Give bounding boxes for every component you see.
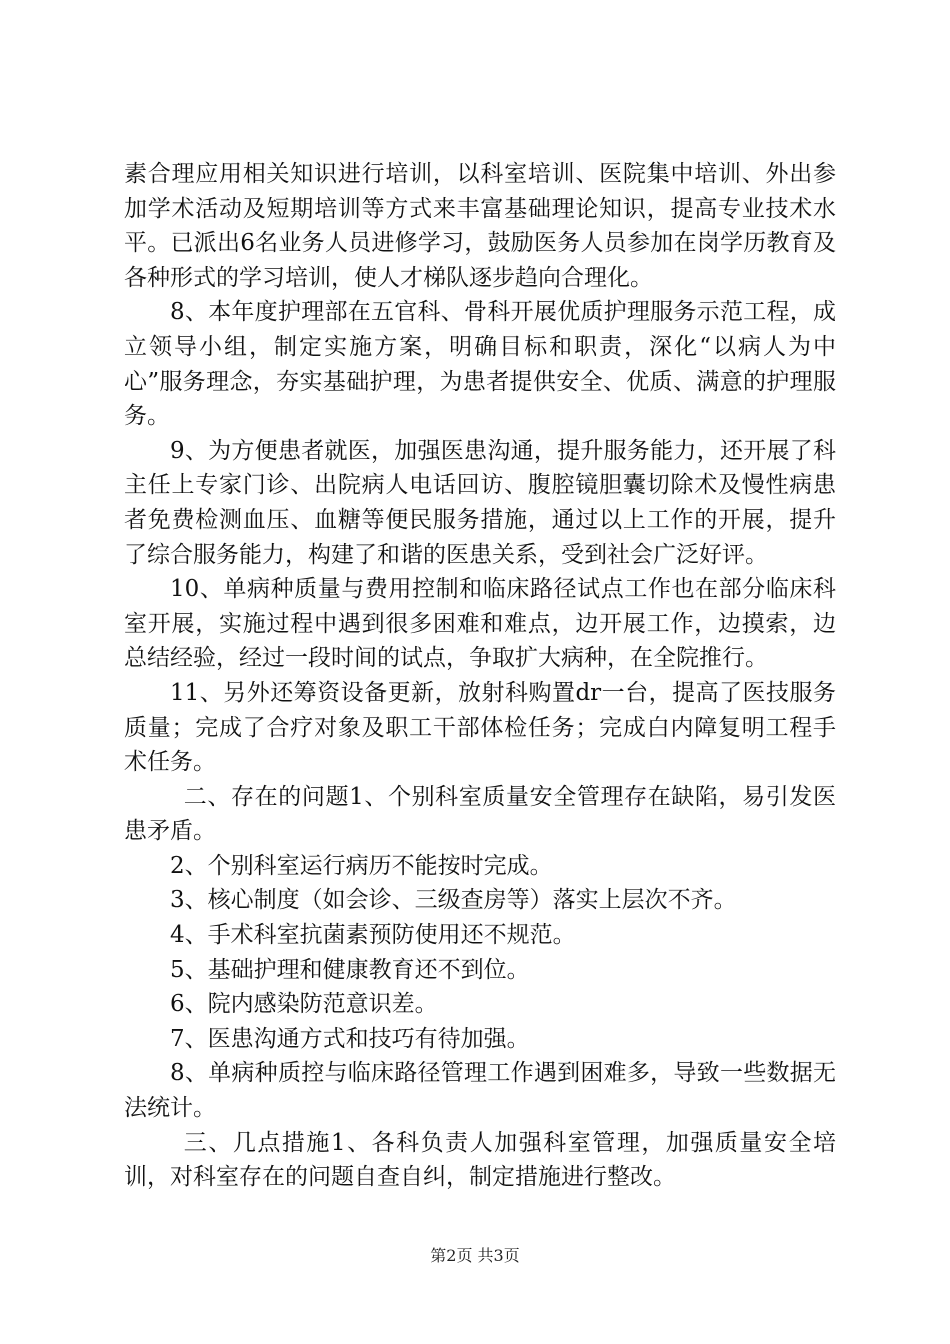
- page-number-footer: 第2页 共3页: [430, 1246, 520, 1265]
- paragraph-item-9: 9、为方便患者就医，加强医患沟通，提升服务能力，还开展了科主任上专家门诊、出院病人电话回访、腹腔镜胆囊切除术及慢性病患者免费检测血压、血糖等便民服务措施，通过以上工作的开展，提升了综合服务能力，构建了和谐的医患关系，受到社会广泛好评。: [124, 437, 836, 568]
- problem-item-2: 2、个别科室运行病历不能按时完成。: [170, 852, 553, 879]
- section-problems-heading: 二、存在的问题1、个别科室质量安全管理存在缺陷，易引发医患矛盾。: [124, 783, 836, 845]
- paragraph-item-10: 10、单病种质量与费用控制和临床路径试点工作也在部分临床科室开展，实施过程中遇到很多困难和难点，边开展工作，边摸索，边总结经验，经过一段时间的试点，争取扩大病种，在全院推行。: [124, 576, 836, 672]
- problem-item-8: 8、单病种质控与临床路径管理工作遇到困难多，导致一些数据无法统计。: [124, 1060, 836, 1122]
- section-measures-heading: 三、几点措施1、各科负责人加强科室管理，加强质量安全培训，对科室存在的问题自查自纠，制定措施进行整改。: [124, 1129, 836, 1191]
- problem-item-5: 5、基础护理和健康教育还不到位。: [170, 956, 530, 983]
- paragraph-item-8: 8、本年度护理部在五官科、骨科开展优质护理服务示范工程，成立领导小组，制定实施方案，明确目标和职责，深化“以病人为中心”服务理念，夯实基础护理，为患者提供安全、优质、满意的护理服务。: [124, 299, 836, 430]
- problem-item-3: 3、核心制度（如会诊、三级查房等）落实上层次不齐。: [170, 887, 737, 914]
- problem-item-4: 4、手术科室抗菌素预防使用还不规范。: [170, 922, 576, 949]
- document-body: [124, 157, 836, 1195]
- paragraph-item-11: 11、另外还筹资设备更新，放射科购置dr一台，提高了医技服务质量；完成了合疗对象及职工干部体检任务；完成白内障复明工程手术任务。: [124, 679, 836, 776]
- paragraph-continuation: 素合理应用相关知识进行培训，以科室培训、医院集中培训、外出参加学术活动及短期培训等方式来丰富基础理论知识，提高专业技术水平。已派出6名业务人员进修学习，鼓励医务人员参加在岗学历教育及各种形式的学习培训，使人才梯队逐步趋向合理化。: [124, 161, 836, 291]
- problem-item-6: 6、院内感染防范意识差。: [170, 991, 438, 1018]
- problem-item-7: 7、医患沟通方式和技巧有待加强。: [170, 1025, 530, 1052]
